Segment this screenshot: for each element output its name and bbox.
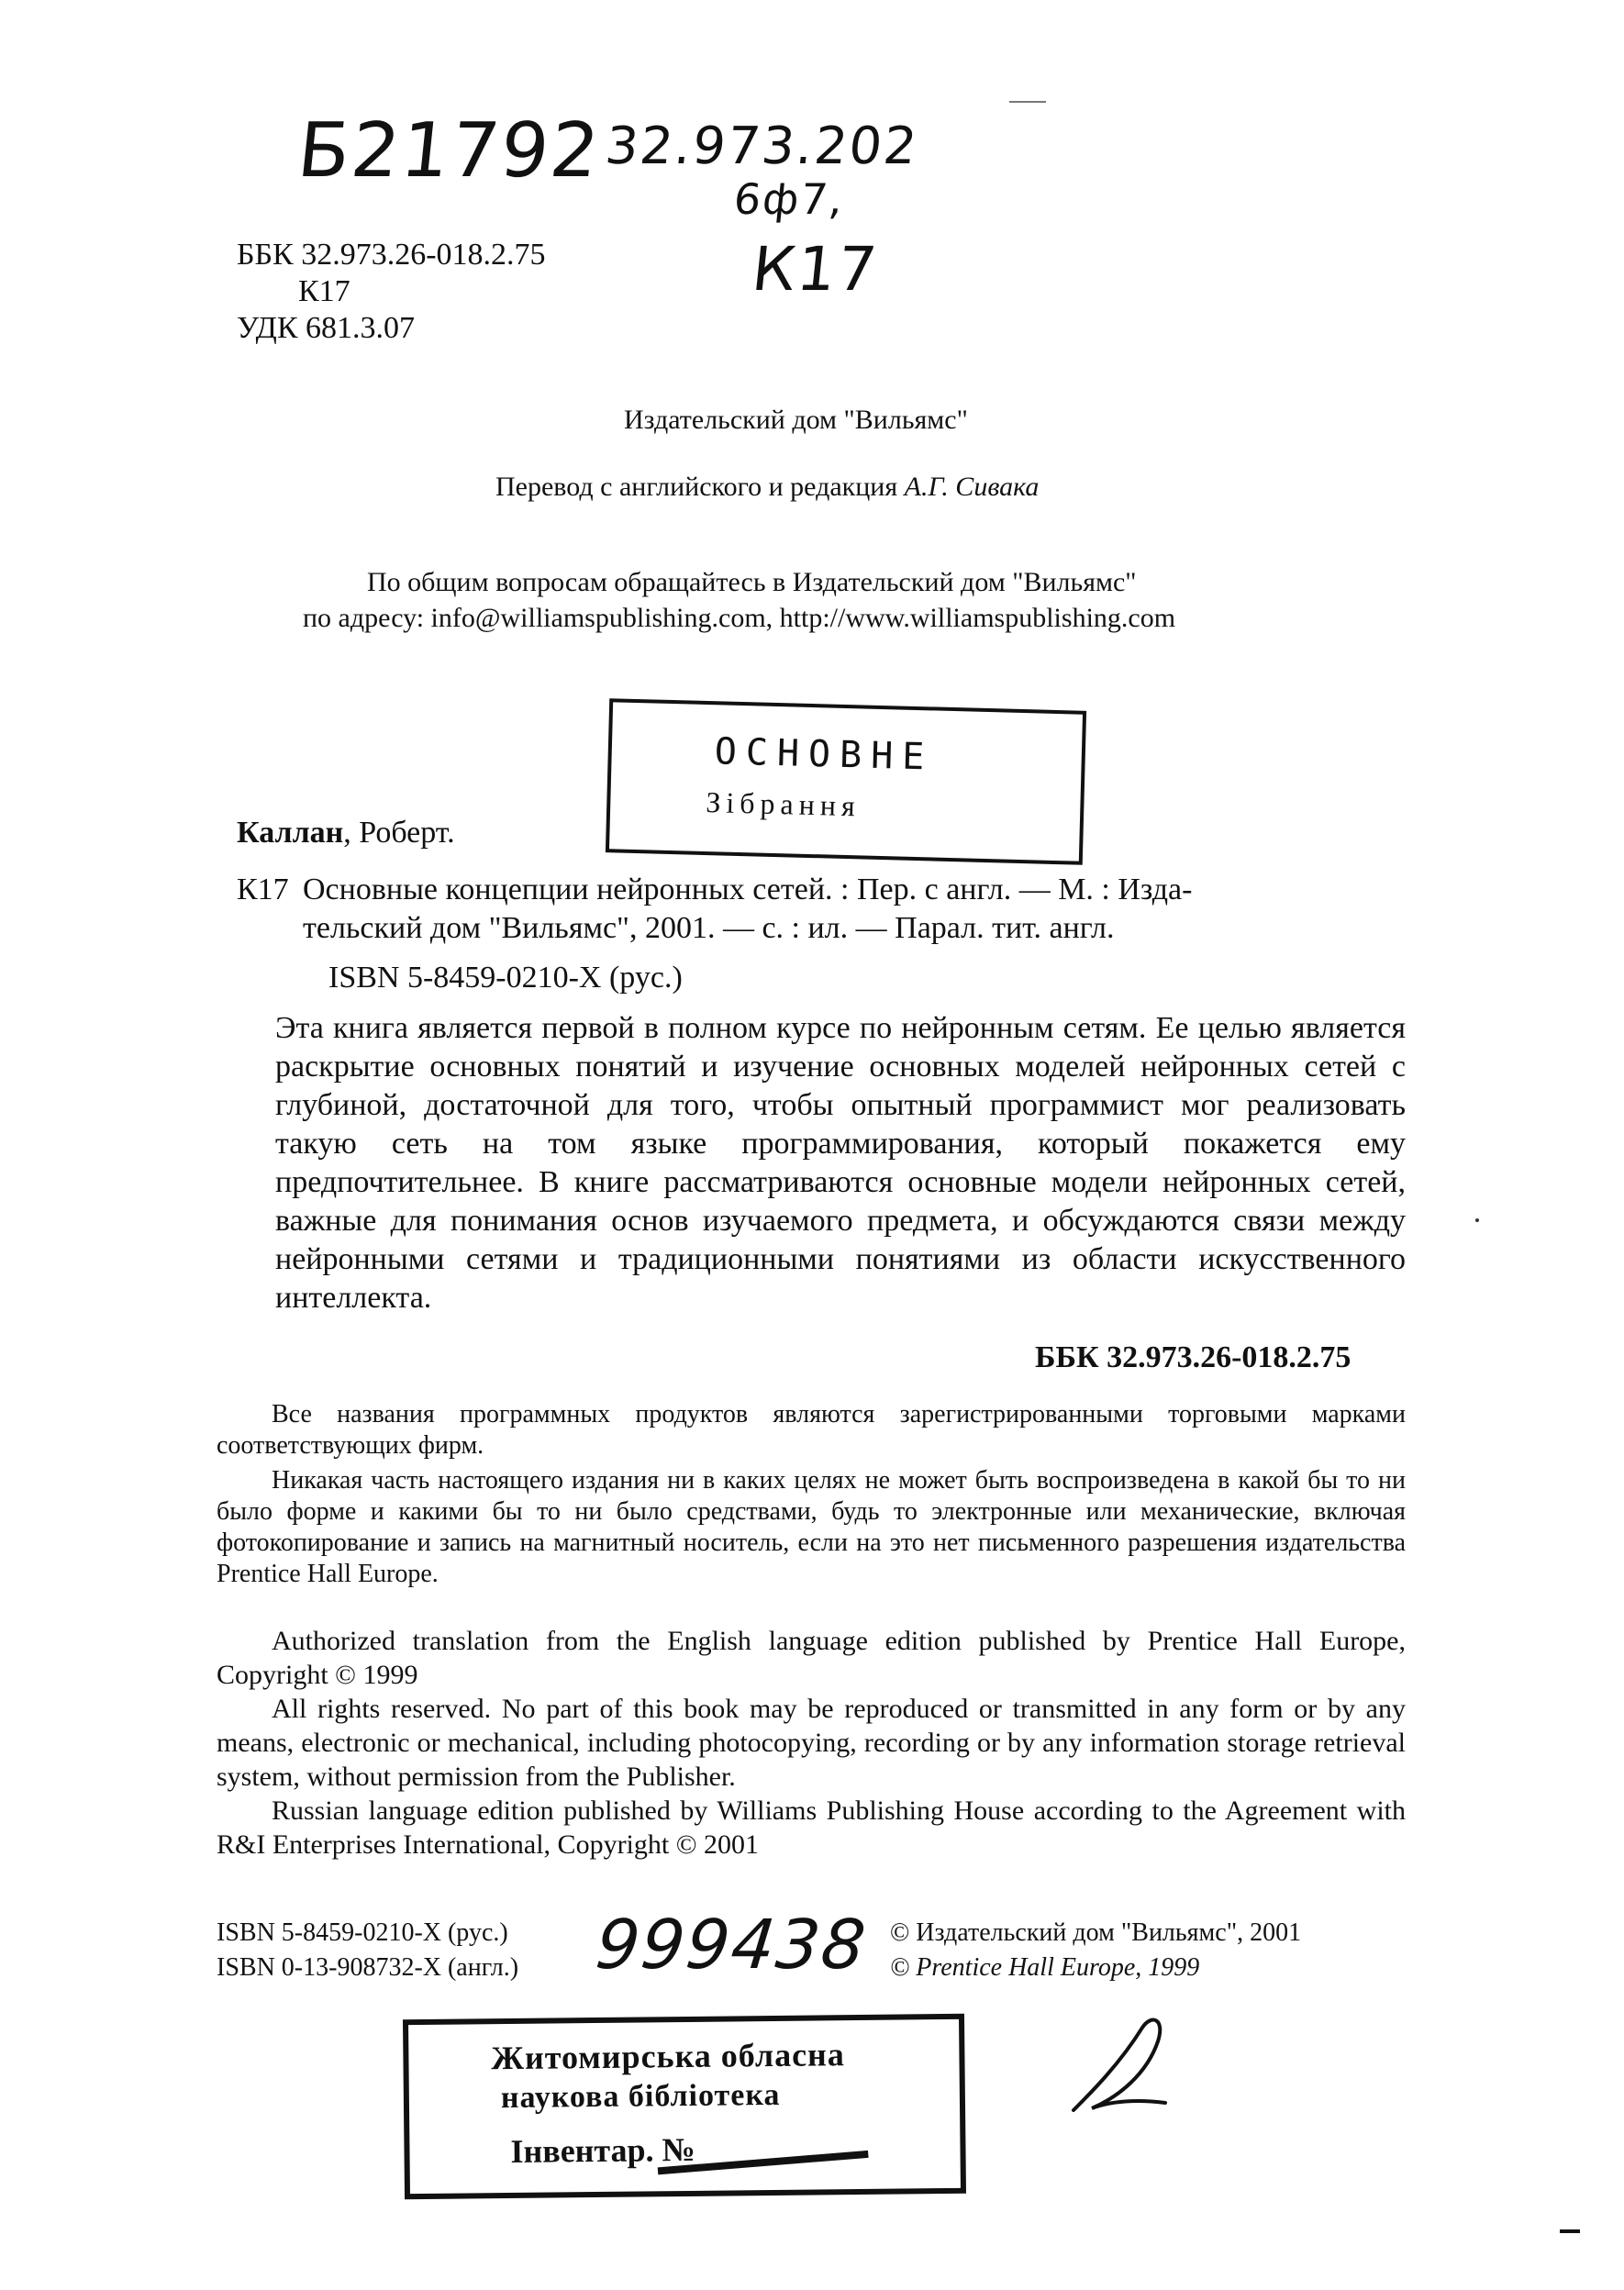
stamp-library-line-3: Інвентар. № bbox=[510, 2130, 695, 2170]
notice-russian-edition: Russian language edition published by Williams Publishing House according to the Agreement with R&I Enterprises International, Copyright © 2001 bbox=[217, 1795, 1406, 1860]
annotation-text: Эта книга является первой в полном курсе по нейронным сетям. Ее целью является раскрытие основных понятий и изучение основных моделей нейронных сетей с глубиной, достаточной для того, чтобы опытный программист мог реализовать такую сеть на том языке программирования, который покажется ему предпочтительнее. В книге рассматриваются основные модели нейронных сетей, важные для понимания основ изучаемого предмета, и обсуждаются связи между нейронными сетями и традиционными понятиями из области искусственного интеллекта. bbox=[275, 1011, 1406, 1315]
record-author bbox=[237, 815, 455, 851]
record-title-line-2: тельский дом "Вильямс", 2001. — с. : ил. — Парал. тит. англ. bbox=[303, 911, 1115, 945]
stamp-library-line-2: наукова бібліотека bbox=[500, 2077, 781, 2116]
scan-speck-top bbox=[1009, 101, 1046, 103]
author-surname: Каллан bbox=[237, 816, 344, 850]
handwritten-classification: 32.973.202 bbox=[602, 117, 922, 176]
udk-code: УДК 681.3.07 bbox=[237, 311, 416, 345]
notice-authorized: Authorized translation from the English language edition published by Prentice Hall Europe, Copyright © 1999 bbox=[217, 1626, 1406, 1690]
contact-line-1: По общим вопросам обращайтесь в Издательский дом "Вильямс" bbox=[367, 567, 1137, 597]
signature-mark bbox=[1055, 2009, 1193, 2129]
stamp-main-line-2: Зібрання bbox=[705, 785, 862, 823]
bbk-bottom: ББК 32.973.26-018.2.75 bbox=[1035, 1340, 1351, 1374]
handwritten-sub-code: 6ф7, bbox=[731, 174, 848, 224]
notices-en-block bbox=[217, 1624, 1406, 1862]
footer-copyright-ru: © Издательский дом "Вильямс", 2001 bbox=[890, 1918, 1302, 1947]
contact-line-2: по адресу: info@williamspublishing.com, http://www.williamspublishing.com bbox=[303, 603, 1176, 633]
record-code: К17 bbox=[237, 873, 289, 906]
author-name: , Роберт. bbox=[343, 816, 455, 850]
notice-rights-ru: Никакая часть настоящего издания ни в каких целях не может быть воспроизведена в какой бы то ни было форме и какими бы то ни было средствами, будь то электронные или механические, включая фотокопирование и запись на магнитный носитель, если на это нет письменного разрешения издательства Prentice Hall Europe. bbox=[217, 1466, 1406, 1588]
stamp-library bbox=[403, 2014, 966, 2199]
footer-copyright-en: © Prentice Hall Europe, 1999 bbox=[890, 1953, 1200, 1982]
footer-isbn-en: ISBN 0-13-908732-X (англ.) bbox=[217, 1953, 519, 1982]
stamp-library-line-1: Житомирська обласна bbox=[491, 2036, 846, 2077]
translation-prefix: Перевод с английского и редакция bbox=[495, 472, 905, 502]
stamp-main-line-1: ОСНОВНЕ bbox=[714, 730, 934, 779]
translator-name: А.Г. Сивака bbox=[904, 472, 1040, 502]
record-title-line-1: Основные концепции нейронных сетей. : Пер. с англ. — М. : Изда- bbox=[303, 873, 1193, 906]
author-code: К17 bbox=[298, 274, 350, 308]
handwritten-book-number: 999438 bbox=[592, 1906, 872, 1984]
scan-speck-right bbox=[1475, 1218, 1479, 1222]
scan-speck-bottom bbox=[1560, 2229, 1580, 2233]
bbk-code: ББК 32.973.26-018.2.75 bbox=[237, 238, 546, 272]
record-annotation bbox=[275, 1009, 1406, 1317]
notice-trademarks: Все названия программных продуктов являются зарегистрированными торговыми марками соответствующих фирм. bbox=[217, 1400, 1406, 1460]
publisher-house: Издательский дом "Вильямс" bbox=[624, 405, 968, 435]
record-isbn: ISBN 5-8459-0210-Х (рус.) bbox=[328, 961, 683, 995]
translation-credit bbox=[495, 471, 1039, 504]
handwritten-author-mark: К17 bbox=[749, 234, 882, 305]
stamp-main-collection bbox=[606, 698, 1086, 865]
handwritten-inventory-number: Б21792 bbox=[294, 107, 606, 195]
footer-isbn-ru: ISBN 5-8459-0210-X (рус.) bbox=[217, 1918, 508, 1947]
notices-block bbox=[217, 1399, 1406, 1590]
notice-rights-en: All rights reserved. No part of this book may be reproduced or transmitted in any form or by any means, electronic or mechanical, including photocopying, recording or by any information storage retrieval system, without permission from the Publisher. bbox=[217, 1694, 1406, 1792]
